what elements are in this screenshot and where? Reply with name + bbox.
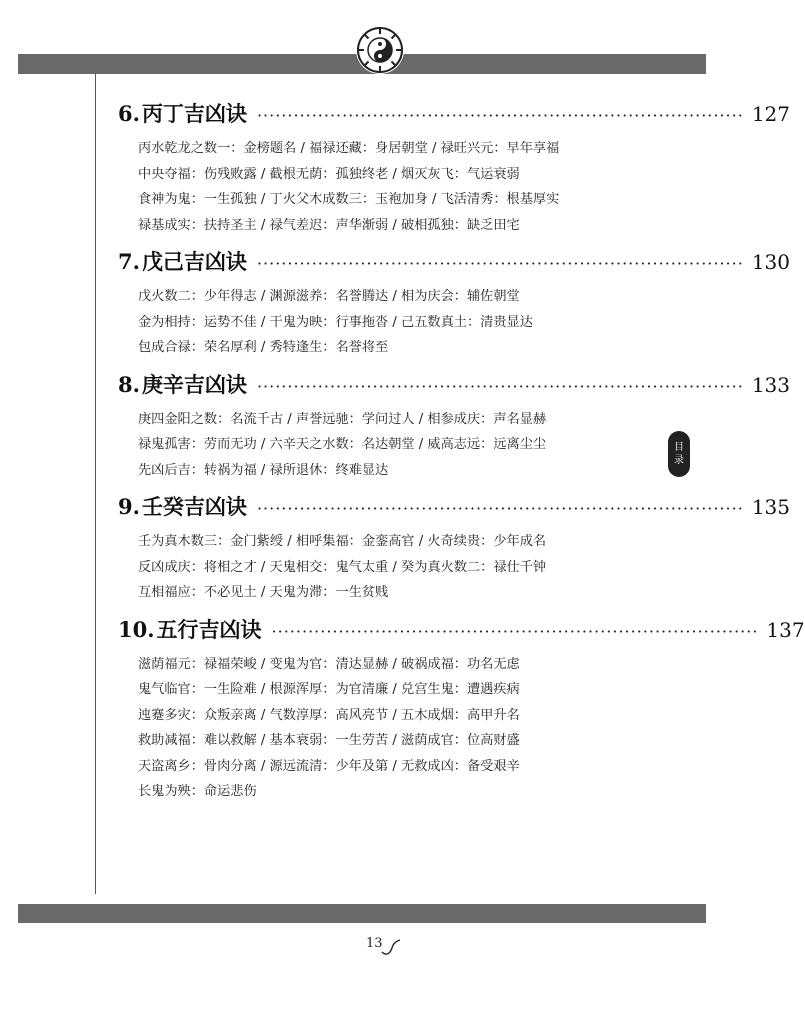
toc-line: 天盗离乡：骨肉分离 / 源远流清：少年及第 / 无救成凶：备受艰辛 xyxy=(138,758,520,774)
toc-entry[interactable] xyxy=(118,614,805,652)
toc-entry[interactable] xyxy=(118,246,790,284)
footer-band xyxy=(18,904,706,923)
section-title: 壬癸吉凶诀 xyxy=(141,494,247,519)
section-lines xyxy=(118,284,638,361)
side-tab-contents[interactable] xyxy=(668,431,690,477)
toc-entry[interactable] xyxy=(118,98,790,136)
section-title: 五行吉凶诀 xyxy=(156,616,262,642)
section-page-number: 135 xyxy=(751,495,790,519)
section-number: 7. xyxy=(118,249,140,274)
toc-line: 食神为鬼：一生孤独 / 丁火父木成数三：玉袍加身 / 飞活清秀：根基厚实 xyxy=(138,192,560,207)
toc-section xyxy=(118,614,805,805)
toc-line: 丙水乾龙之数一：金榜题名 / 福禄还藏：身居朝堂 / 禄旺兴元：早年享福 xyxy=(138,141,560,156)
toc-line: 互相福应：不必见土 / 天鬼为滞：一生贫贱 xyxy=(138,585,389,600)
section-title: 戊己吉凶诀 xyxy=(141,249,247,274)
dot-leader: ················································································ xyxy=(256,376,744,396)
dot-leader: ················································································ xyxy=(271,621,759,641)
toc-line: 迍蹇多灾：众叛亲离 / 气数淳厚：高风亮节 / 五木成烟：高甲升名 xyxy=(138,707,520,723)
section-title: 丙丁吉凶诀 xyxy=(141,101,247,126)
toc-line: 中央夺福：伤残败露 / 截根无荫：孤独终老 / 烟灭灰飞：气运衰弱 xyxy=(138,166,520,182)
page-number: 13 xyxy=(366,936,383,951)
dot-leader: ················································································ xyxy=(256,254,744,273)
section-page-number: 130 xyxy=(751,250,790,274)
toc-line: 反凶成庆：将相之才 / 天鬼相交：鬼气太重 / 癸为真火数二：禄仕千钟 xyxy=(138,559,547,575)
section-number: 8. xyxy=(118,371,140,397)
toc-section xyxy=(118,369,790,484)
section-number: 10. xyxy=(118,616,155,642)
toc-line: 鬼气临官：一生险难 / 根源浑厚：为官清廉 / 兑宫生鬼：遭遇疾病 xyxy=(138,682,520,697)
section-number: 6. xyxy=(118,101,140,126)
toc-line: 壬为真木数三：金门紫绶 / 相呼集福：金銮高官 / 火奇续贵：少年成名 xyxy=(138,534,547,549)
section-page-number: 127 xyxy=(751,102,790,126)
side-tab-char: 录 xyxy=(674,455,684,466)
section-number: 9. xyxy=(118,494,140,519)
section-title: 庚辛吉凶诀 xyxy=(141,371,247,397)
toc-section xyxy=(118,98,790,238)
section-lines xyxy=(118,136,638,238)
side-tab-char: 目 xyxy=(674,442,684,453)
toc-entry[interactable] xyxy=(118,491,790,529)
section-page-number: 133 xyxy=(751,372,790,397)
toc-line: 滋荫福元：禄福荣峻 / 变鬼为官：清达显赫 / 破祸成福：功名无虑 xyxy=(138,656,520,672)
toc-line: 庚四金阳之数：名流千古 / 声誉远驰：学问过人 / 相参成庆：声名显赫 xyxy=(138,411,547,427)
margin-rule xyxy=(95,74,96,894)
toc-section xyxy=(118,246,790,361)
toc-line: 戊火数二：少年得志 / 渊源滋养：名誉腾达 / 相为庆会：辅佐朝堂 xyxy=(138,289,520,304)
flourish-ornament-icon xyxy=(380,938,402,956)
toc-section xyxy=(118,491,790,606)
toc-entry[interactable] xyxy=(118,369,790,407)
toc-line: 禄基成实：扶持圣主 / 禄气差迟：声华渐弱 / 破相孤独：缺乏田宅 xyxy=(138,217,520,233)
toc-line: 金为相持：运势不佳 / 干鬼为映：行事拖沓 / 己五数真土：清贵显达 xyxy=(138,314,533,330)
dot-leader: ················································································ xyxy=(256,499,744,518)
toc-line: 先凶后吉：转祸为福 / 禄所退休：终难显达 xyxy=(138,462,389,478)
toc-line: 救助减福：难以救解 / 基本衰弱：一生劳苦 / 滋荫成官：位高财盛 xyxy=(138,733,520,748)
taiji-emblem-icon xyxy=(356,26,404,74)
section-lines xyxy=(118,407,638,484)
toc-content xyxy=(118,98,805,813)
section-lines xyxy=(118,652,638,805)
dot-leader: ················································································ xyxy=(256,106,744,125)
toc-line: 包成合禄：荣名厚利 / 秀特逢生：名誉将至 xyxy=(138,340,389,355)
toc-line: 禄鬼孤害：劳而无功 / 六辛天之水数：名达朝堂 / 威高志远：远离尘尘 xyxy=(138,437,547,452)
section-page-number: 137 xyxy=(766,617,805,642)
section-lines xyxy=(118,529,638,606)
toc-line: 长鬼为殃：命运悲伤 xyxy=(138,784,257,799)
